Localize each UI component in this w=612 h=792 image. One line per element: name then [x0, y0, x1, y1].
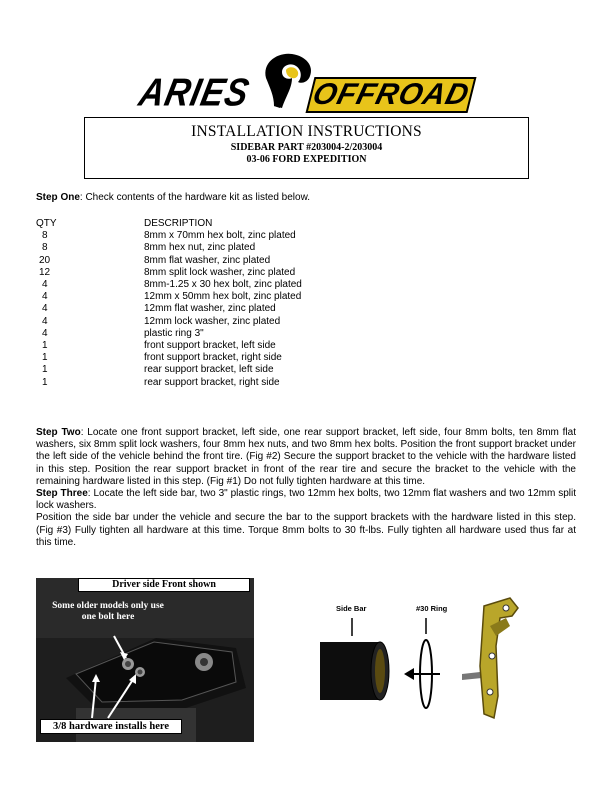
table-row [36, 255, 302, 267]
qty-header: QTY [36, 218, 57, 229]
qty-cell: 4 [42, 279, 48, 291]
step-three-text: : Locate the left side bar, two 3" plastic rings, two 12mm hex bolts, two 12mm flat washers and two 12mm split lock washers. [36, 488, 576, 512]
logo-brand-right-plate [306, 77, 477, 113]
vehicle-model: 03-06 FORD EXPEDITION [246, 154, 367, 165]
table-row [36, 377, 302, 389]
instruction-steps [36, 427, 576, 549]
qty-cell: 1 [42, 376, 48, 388]
description-header: DESCRIPTION [144, 218, 213, 229]
label-ring: #30 Ring [416, 604, 448, 613]
title-box [84, 117, 529, 179]
step-one-label: Step One [36, 192, 80, 203]
qty-cell: 8 [42, 230, 48, 242]
table-row [36, 364, 302, 376]
qty-cell: 1 [42, 364, 48, 376]
description-cell: 8mm split lock washer, zinc plated [144, 266, 296, 278]
qty-cell: 8 [42, 242, 48, 254]
label-side-bar: Side Bar [336, 604, 367, 613]
step-three-label: Step Three [36, 488, 88, 500]
table-row [36, 279, 302, 291]
figure-sidebar-ring-diagram [300, 596, 580, 736]
description-cell: 12mm x 50mm hex bolt, zinc plated [144, 291, 302, 303]
description-cell: 8mm-1.25 x 30 hex bolt, zinc plated [144, 279, 302, 291]
step-three-continued: Position the side bar under the vehicle and secure the bar to the support brackets with the hardware listed in this step. (Fig #3) Fully tighten all hardware at this time. Torque 8mm bolts to 30 ft-lbs. Fully tighten all hardware used thus far at this time. [36, 512, 576, 548]
table-row [36, 230, 302, 242]
description-cell: 12mm lock washer, zinc plated [144, 315, 281, 327]
part-number: SIDEBAR PART #203004-2/203004 [230, 142, 383, 153]
description-cell: 12mm flat washer, zinc plated [144, 303, 276, 315]
step-two-label: Step Two [36, 427, 81, 438]
description-cell: 8mm x 70mm hex bolt, zinc plated [144, 230, 296, 242]
figure-caption-bottom: 3/8 hardware installs here [40, 719, 182, 734]
qty-cell: 12 [39, 266, 51, 278]
step-two-text: : Locate one front support bracket, left side, one rear support bracket, left side, four 8mm bolts, ten 8mm flat washers, six 8mm split lock washers, four 8mm hex nuts, and two 8mm hex bolts. Position the front support bracket under the left side of the vehicle behind the front tire. (Fig #2) Secure the support bracket to the vehicle with the hardware listed in this step. Position the rear support bracket in front of the rear tire and secure the bracket to the vehicle with the remaining hardware listed in this step. (Fig #1) Do not fully tighten hardware at this time. [36, 427, 576, 487]
table-row [36, 340, 302, 352]
step-two [36, 427, 576, 488]
qty-cell: 4 [42, 315, 48, 327]
table-row [36, 328, 302, 340]
table-row [36, 352, 302, 364]
qty-cell: 20 [39, 254, 51, 266]
step-three [36, 488, 576, 512]
description-cell: rear support bracket, right side [144, 376, 280, 388]
table-row [36, 316, 302, 328]
table-row [36, 291, 302, 303]
description-cell: front support bracket, right side [144, 352, 282, 364]
sidebar-ring-illustration [300, 596, 580, 736]
table-row [36, 303, 302, 315]
figure-caption-top: Driver side Front shown [78, 578, 250, 592]
description-cell: 8mm hex nut, zinc plated [144, 242, 256, 254]
qty-cell: 1 [42, 352, 48, 364]
description-cell: rear support bracket, left side [144, 364, 274, 376]
step-one [36, 192, 310, 204]
step-one-text: : Check contents of the hardware kit as listed below. [79, 192, 311, 203]
description-cell: plastic ring 3" [144, 327, 204, 339]
figure-caption-note: Some older models only use one bolt here [52, 601, 164, 622]
aries-offroad-logo [135, 48, 473, 118]
qty-cell: 4 [42, 303, 48, 315]
table-row [36, 267, 302, 279]
description-cell: front support bracket, left side [144, 340, 276, 352]
qty-cell: 4 [42, 291, 48, 303]
logo-brand-left: ARIES [135, 71, 254, 115]
hardware-table-header [36, 218, 302, 230]
description-cell: 8mm flat washer, zinc plated [144, 254, 271, 266]
page-title: INSTALLATION INSTRUCTIONS [191, 123, 422, 140]
qty-cell: 4 [42, 327, 48, 339]
table-row [36, 242, 302, 254]
hardware-table [36, 218, 302, 389]
logo-brand-right: OFFROAD [309, 78, 473, 111]
qty-cell: 1 [42, 340, 48, 352]
